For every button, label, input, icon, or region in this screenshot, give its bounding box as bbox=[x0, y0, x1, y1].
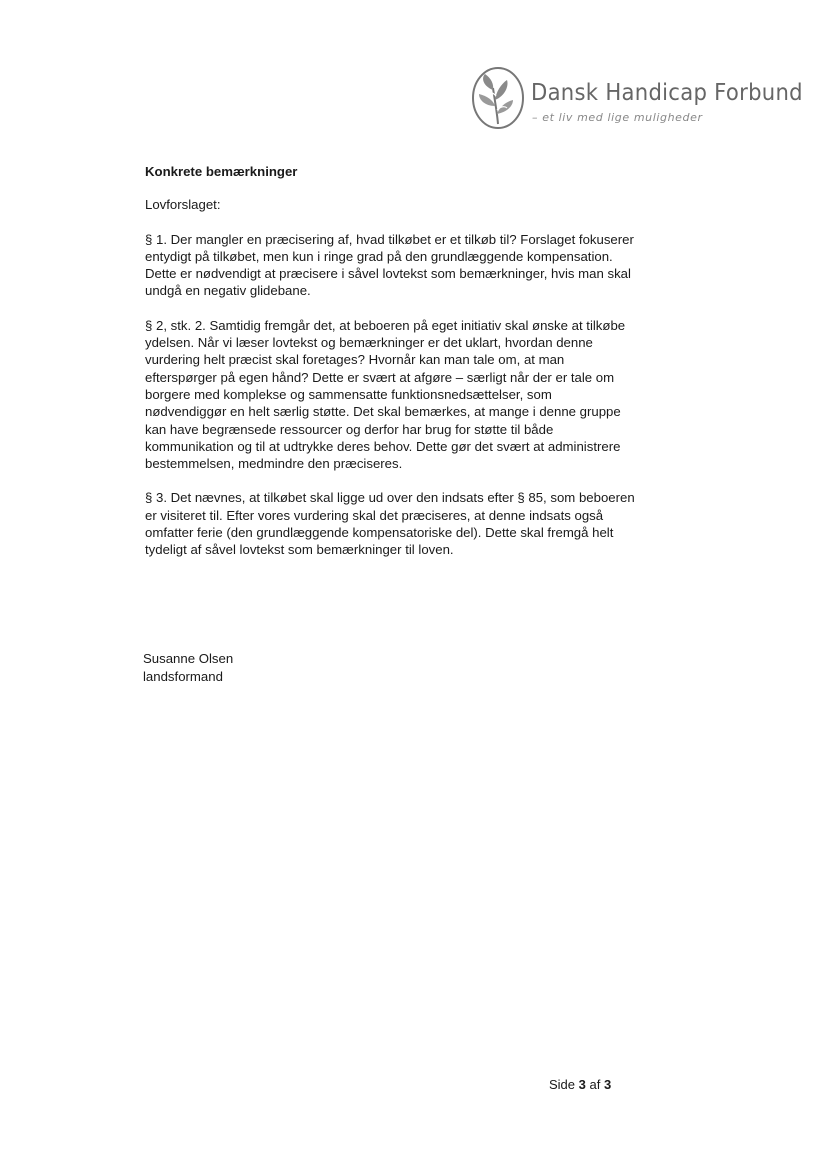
organization-logo bbox=[471, 66, 803, 132]
paragraph-section-2: § 2, stk. 2. Samtidig fremgår det, at beboeren på eget initiativ skal ønske at tilkøbe ydelsen. Når vi læser lovtekst og bemærkninger er det uklart, hvordan denne vurdering helt præcist skal foretages? Hvornår kan man tale om, at man efterspørger på egen hånd? Dette er svært at afgøre – særligt når der er tale om borgere med komplekse og sammensatte funktionsnedsættelser, som nødvendiggør en helt særlig støtte. Det skal bemærkes, at mange i denne gruppe kan have begrænsede ressourcer og derfor har brug for støtte til både kommunikation og til at udtrykke deres behov. Dette gør det svært at administrere bestemmelsen, medmindre den præciseres. bbox=[145, 317, 626, 472]
paragraph-section-1: § 1. Der mangler en præcisering af, hvad tilkøbet er et tilkøb til? Forslaget fokuserer entydigt på tilkøbet, men kun i ringe grad på den grundlæggende kompensation. Dette er nødvendigt at præcisere i såvel lovtekst som bemærkninger, hvis man skal undgå en negativ glidebane. bbox=[145, 231, 634, 299]
organization-name: Dansk Handicap Forbund bbox=[531, 80, 803, 106]
section-subheading: Lovforslaget: bbox=[145, 197, 221, 213]
organization-tagline: – et liv med lige muligheder bbox=[532, 111, 703, 124]
leaf-emblem-icon bbox=[471, 66, 525, 130]
signature-block bbox=[143, 650, 233, 686]
page-prefix: Side bbox=[549, 1077, 576, 1092]
page-total: 3 bbox=[603, 1077, 612, 1092]
page-number bbox=[549, 1077, 611, 1092]
document-body bbox=[145, 163, 635, 576]
signatory-title: landsformand bbox=[143, 669, 223, 684]
page-current: 3 bbox=[578, 1077, 586, 1092]
signatory-name: Susanne Olsen bbox=[143, 651, 234, 666]
paragraph-section-3: § 3. Det nævnes, at tilkøbet skal ligge ud over den indsats efter § 85, som beboeren er visiteret til. Efter vores vurdering skal det præciseres, at denne indsats også omfatter ferie (den grundlæggende kompensatoriske del). Dette skal fremgå helt tydeligt af såvel lovtekst som bemærkninger til loven. bbox=[145, 490, 635, 558]
page-separator: af bbox=[589, 1077, 601, 1092]
section-heading: Konkrete bemærkninger bbox=[145, 164, 298, 179]
